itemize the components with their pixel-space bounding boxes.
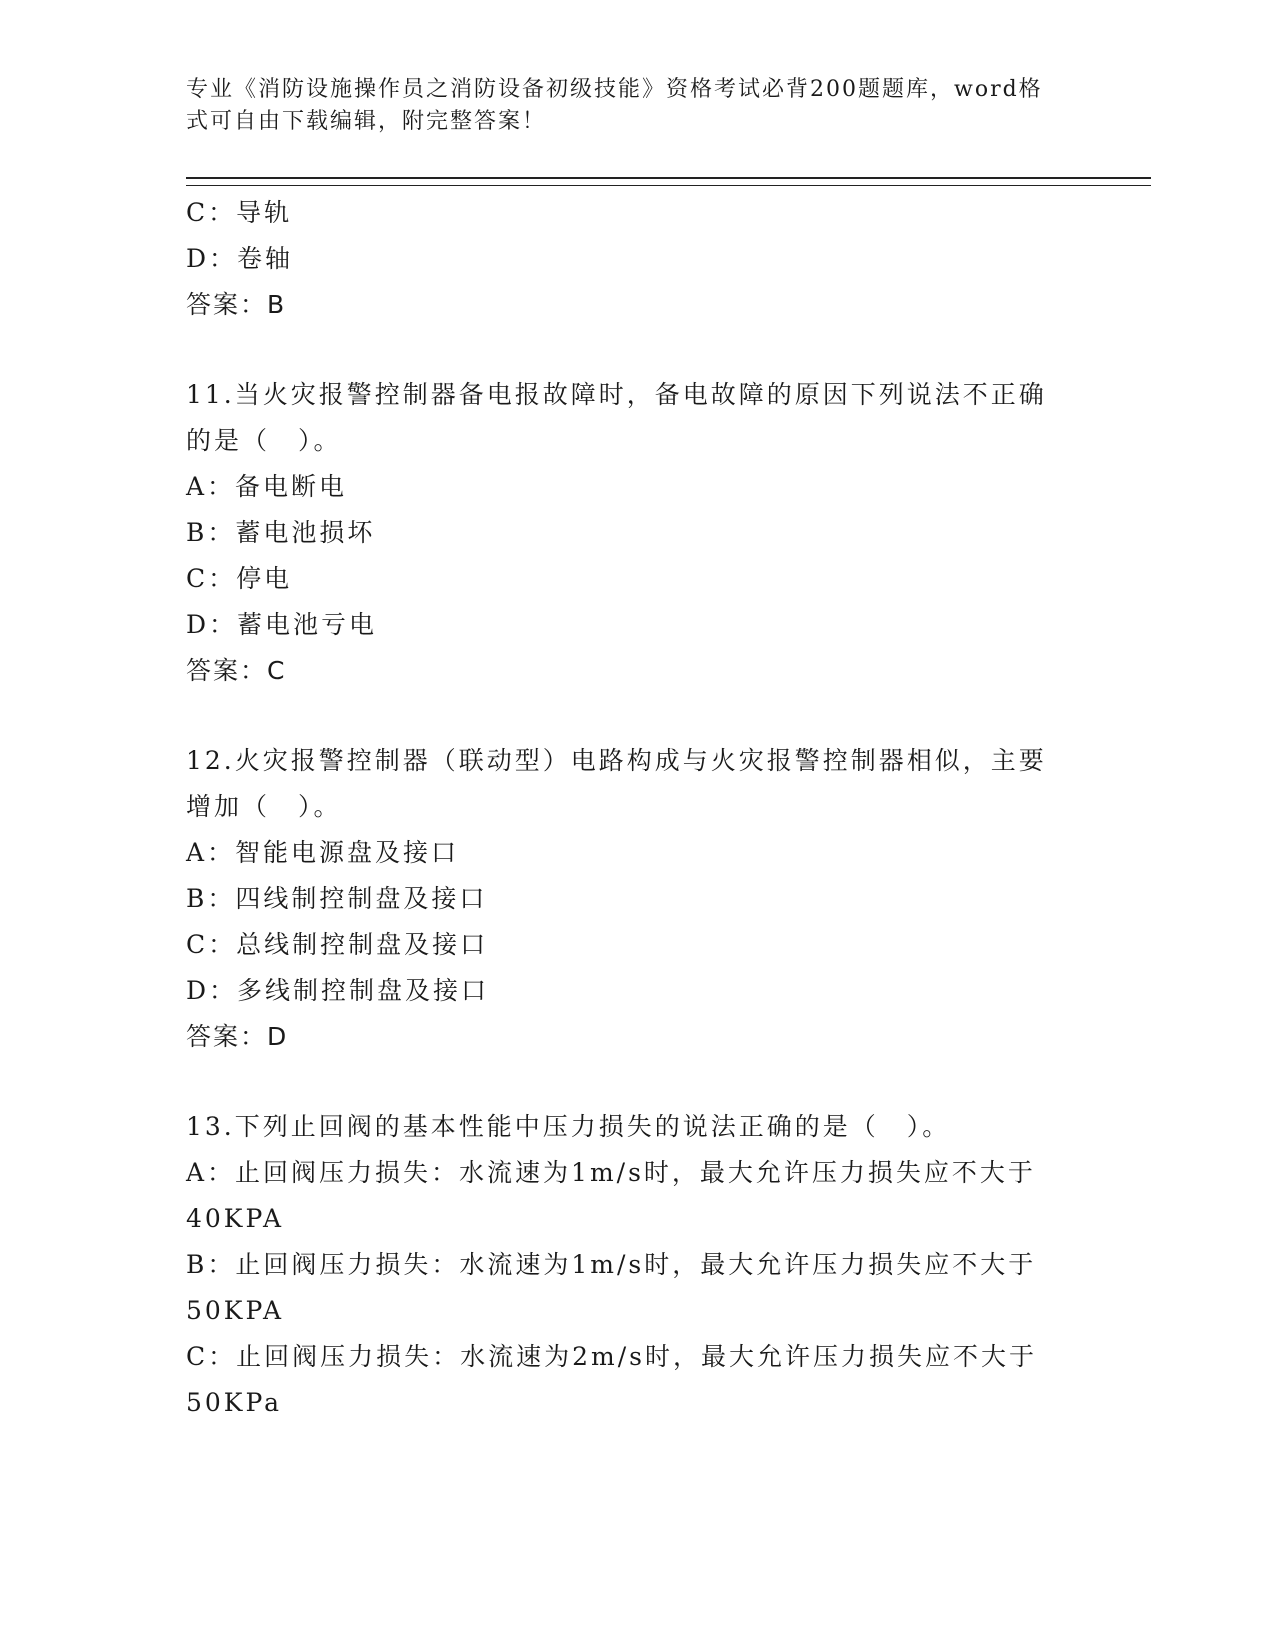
- page-header: [186, 74, 1066, 138]
- question-stem: 11.当火灾报警控制器备电报故障时，备电故障的原因下列说法不正确: [186, 380, 1047, 409]
- option-c: C：总线制控制盘及接口: [186, 930, 489, 959]
- document-body: [186, 190, 1086, 1426]
- answer: 答案：C: [186, 656, 287, 685]
- option-d: D：卷轴: [186, 244, 294, 273]
- option-d: D：多线制控制盘及接口: [186, 976, 490, 1005]
- question-13: [186, 1104, 1086, 1426]
- option-b-continued: 50KPA: [186, 1296, 285, 1325]
- option-a-continued: 40KPA: [186, 1204, 285, 1233]
- question-11: [186, 372, 1086, 694]
- option-a: A：备电断电: [186, 472, 348, 501]
- option-a: A：智能电源盘及接口: [186, 838, 460, 867]
- question-stem: 12.火灾报警控制器（联动型）电路构成与火灾报警控制器相似，主要: [186, 746, 1047, 775]
- header-title-line-1: 专业《消防设施操作员之消防设备初级技能》资格考试必背200题题库，word格: [186, 77, 1043, 102]
- question-10-tail: [186, 190, 1086, 328]
- question-stem-continued: 增加（ ）。: [186, 792, 342, 821]
- question-stem: 13.下列止回阀的基本性能中压力损失的说法正确的是（ ）。: [186, 1112, 951, 1141]
- option-b: B：止回阀压力损失：水流速为1m/s时，最大允许压力损失应不大于: [186, 1250, 1037, 1279]
- option-c-continued: 50KPa: [186, 1388, 283, 1417]
- answer: 答案：D: [186, 1022, 289, 1051]
- option-a: A：止回阀压力损失：水流速为1m/s时，最大允许压力损失应不大于: [186, 1158, 1036, 1187]
- answer: 答案：B: [186, 290, 287, 319]
- option-c: C：止回阀压力损失：水流速为2m/s时，最大允许压力损失应不大于: [186, 1342, 1037, 1371]
- question-stem-continued: 的是（ ）。: [186, 426, 342, 455]
- option-b: B：四线制控制盘及接口: [186, 884, 488, 913]
- header-title-line-2: 式可自由下载编辑，附完整答案！: [186, 109, 547, 134]
- option-b: B：蓄电池损坏: [186, 518, 376, 547]
- header-divider: [186, 177, 1151, 186]
- option-c: C：停电: [186, 564, 293, 593]
- option-c: C：导轨: [186, 198, 293, 227]
- option-d: D：蓄电池亏电: [186, 610, 378, 639]
- question-12: [186, 738, 1086, 1060]
